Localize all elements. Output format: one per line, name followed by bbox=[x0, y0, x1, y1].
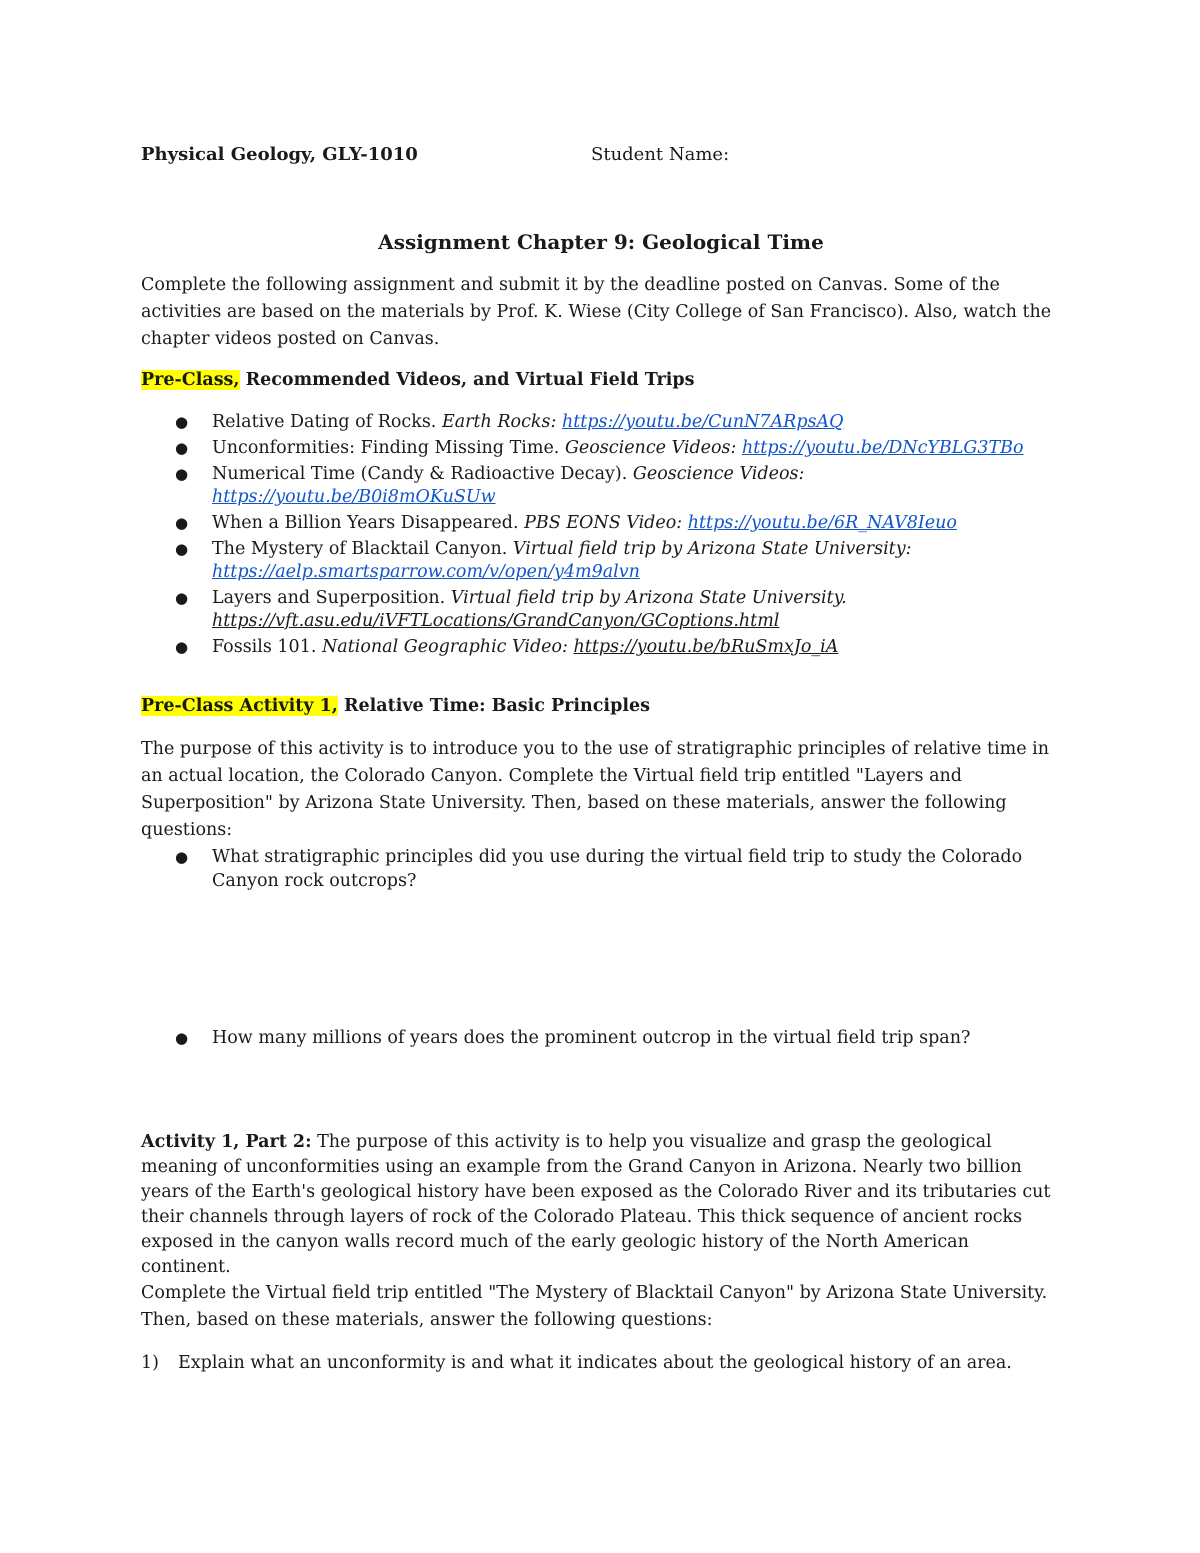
list-item bbox=[141, 538, 1061, 584]
list-item bbox=[141, 463, 1061, 509]
bullet-icon: ● bbox=[175, 413, 189, 431]
video-link[interactable]: https://youtu.be/DNcYBLG3TBo bbox=[742, 438, 1024, 458]
question-item bbox=[141, 845, 1061, 893]
activity1-question-1 bbox=[141, 845, 1061, 893]
bullet-icon: ● bbox=[175, 439, 189, 457]
page-title: Assignment Chapter 9: Geological Time bbox=[378, 230, 824, 254]
activity1-heading-highlight: Pre-Class Activity 1, bbox=[141, 696, 338, 716]
item-text: The Mystery of Blacktail Canyon. bbox=[212, 539, 513, 559]
part2-body: The purpose of this activity is to help you visualize and grasp the geological meaning of unconformities using an example from the Grand Canyon in Arizona. Nearly two billion years of the Earth's geological history have been exposed as the Colorado River and its tributaries cut their channels through layers of rock of the Colorado Plateau. This thick sequence of ancient rocks exposed in the canyon walls record much of the early geologic history of the North American continent. bbox=[141, 1132, 1051, 1277]
part2-paragraph bbox=[141, 1130, 1061, 1280]
part2-label: Activity 1, Part 2: bbox=[141, 1132, 312, 1152]
question-text: What stratigraphic principles did you use during the virtual field trip to study the Colorado Canyon rock outcrops? bbox=[212, 847, 1023, 891]
item-source: Virtual field trip by Arizona State University. bbox=[450, 588, 847, 608]
student-name-label: Student Name: bbox=[591, 144, 730, 165]
field-trip-link[interactable]: https://vft.asu.edu/iVFTLocations/GrandCanyon/GCoptions.html bbox=[212, 611, 780, 631]
video-list bbox=[141, 411, 1061, 662]
intro-paragraph: Complete the following assignment and submit it by the deadline posted on Canvas. Some of the activities are based on the materials by Prof. K. Wiese (City College of San Francisco). Also, watch the chapter videos posted on Canvas. bbox=[141, 275, 1052, 349]
preclass-heading bbox=[141, 368, 695, 392]
bullet-icon: ● bbox=[175, 1029, 189, 1047]
list-item bbox=[141, 512, 1061, 535]
item-text: Unconformities: Finding Missing Time. bbox=[212, 438, 565, 458]
bullet-icon: ● bbox=[175, 589, 189, 607]
document-page bbox=[141, 0, 1061, 1553]
item-text: Fossils 101. bbox=[212, 637, 322, 657]
activity1-body: The purpose of this activity is to introduce you to the use of stratigraphic principles of relative time in an actual location, the Colorado Canyon. Complete the Virtual field trip entitled "Layers and Superposition" by Arizona State University. Then, based on these materials, answer the following questions: bbox=[141, 739, 1049, 840]
item-source: Geoscience Videos: bbox=[564, 438, 742, 458]
activity1-heading bbox=[141, 694, 650, 718]
course-title: Physical Geology, GLY-1010 bbox=[141, 144, 418, 165]
video-link[interactable]: https://youtu.be/B0i8mOKuSUw bbox=[212, 487, 496, 507]
item-text: Numerical Time (Candy & Radioactive Decay). bbox=[212, 464, 633, 484]
question-item bbox=[141, 1026, 1061, 1050]
item-source: Virtual field trip by Arizona State University: bbox=[512, 539, 912, 559]
list-item bbox=[141, 411, 1061, 434]
question-text: Explain what an unconformity is and what it indicates about the geological history of an area. bbox=[178, 1353, 1012, 1373]
item-text: When a Billion Years Disappeared. bbox=[212, 513, 525, 533]
preclass-heading-highlight: Pre-Class, bbox=[141, 370, 240, 390]
video-link[interactable]: https://youtu.be/6R_NAV8Ieuo bbox=[687, 513, 957, 533]
item-source: Earth Rocks: bbox=[441, 412, 562, 432]
part2-instructions: Complete the Virtual field trip entitled "The Mystery of Blacktail Canyon" by Arizona State University. Then, based on these materials, answer the following questions: bbox=[141, 1283, 1048, 1330]
video-link[interactable]: https://youtu.be/bRuSmxJo_iA bbox=[573, 637, 839, 657]
item-source: Geoscience Videos: bbox=[632, 464, 805, 484]
item-text: Relative Dating of Rocks. bbox=[212, 412, 442, 432]
video-link[interactable]: https://youtu.be/CunN7ARpsAQ bbox=[561, 412, 844, 432]
bullet-icon: ● bbox=[175, 514, 189, 532]
activity1-heading-rest: Relative Time: Basic Principles bbox=[337, 696, 650, 716]
bullet-icon: ● bbox=[175, 540, 189, 558]
field-trip-link[interactable]: https://aelp.smartsparrow.com/v/open/y4m9alvn bbox=[212, 562, 640, 582]
item-source: PBS EONS Video: bbox=[524, 513, 688, 533]
question-text: How many millions of years does the prominent outcrop in the virtual field trip span? bbox=[212, 1028, 971, 1048]
item-source: National Geographic Video: bbox=[321, 637, 574, 657]
bullet-icon: ● bbox=[175, 848, 189, 866]
activity1-question-2 bbox=[141, 1026, 1061, 1050]
item-text: Layers and Superposition. bbox=[212, 588, 451, 608]
question-number: 1) bbox=[141, 1353, 159, 1373]
list-item bbox=[141, 587, 1061, 633]
list-item bbox=[141, 437, 1061, 460]
bullet-icon: ● bbox=[175, 638, 189, 656]
preclass-heading-rest: Recommended Videos, and Virtual Field Trips bbox=[239, 370, 695, 390]
bullet-icon: ● bbox=[175, 465, 189, 483]
list-item bbox=[141, 636, 1061, 659]
